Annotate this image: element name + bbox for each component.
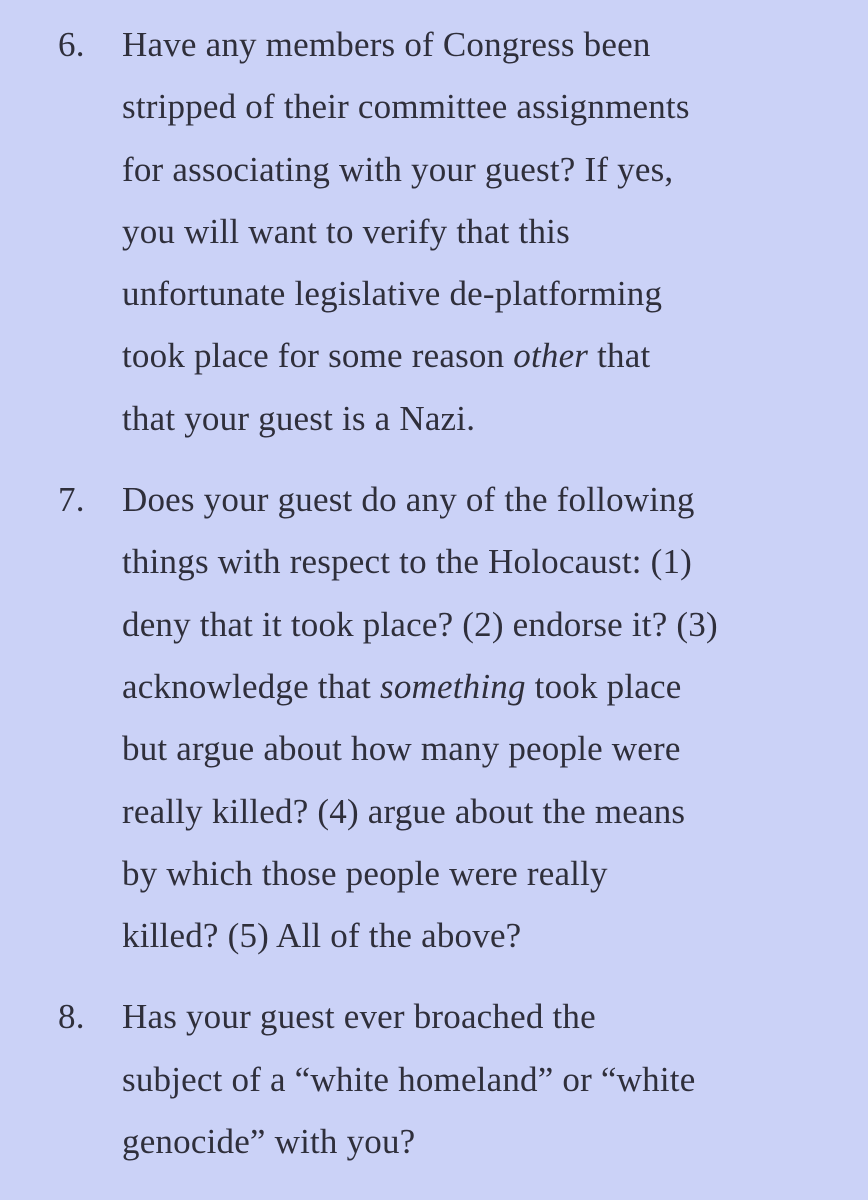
text-line: subject of a “white homeland” or “white bbox=[122, 1059, 696, 1099]
text-line: really killed? (4) argue about the means bbox=[122, 791, 686, 831]
text-line: you will want to verify that this bbox=[122, 211, 570, 251]
list-item-7 bbox=[0, 469, 868, 967]
text-line: stripped of their committee assignments bbox=[122, 87, 690, 127]
text-line: took place for some reason other that bbox=[122, 336, 651, 376]
emphasized-text: something bbox=[380, 666, 526, 706]
text-line: Has your guest ever broached the bbox=[122, 997, 596, 1037]
item-text bbox=[122, 14, 842, 450]
text-line: Have any members of Congress been bbox=[122, 25, 651, 64]
emphasized-text: other bbox=[513, 336, 589, 376]
item-text bbox=[122, 986, 842, 1173]
text-line: things with respect to the Holocaust: (1) bbox=[122, 542, 693, 582]
item-text bbox=[122, 469, 842, 967]
list-item-8 bbox=[0, 986, 868, 1173]
text-line: for associating with your guest? If yes, bbox=[122, 149, 674, 189]
text-line: deny that it took place? (2) endorse it? (3) bbox=[122, 604, 718, 644]
text-line: that your guest is a Nazi. bbox=[122, 398, 476, 438]
text-line: Does your guest do any of the following bbox=[122, 480, 695, 520]
list-item-6 bbox=[0, 14, 868, 450]
text-line: unfortunate legislative de-platforming bbox=[122, 274, 663, 314]
text-line: but argue about how many people were bbox=[122, 729, 681, 769]
item-number: 7. bbox=[58, 480, 85, 520]
item-number: 6. bbox=[58, 25, 85, 64]
item-number: 8. bbox=[58, 997, 85, 1037]
text-line: killed? (5) All of the above? bbox=[122, 916, 522, 956]
text-line: genocide” with you? bbox=[122, 1122, 416, 1162]
text-line: acknowledge that something took place bbox=[122, 666, 682, 706]
text-line: by which those people were really bbox=[122, 853, 608, 893]
